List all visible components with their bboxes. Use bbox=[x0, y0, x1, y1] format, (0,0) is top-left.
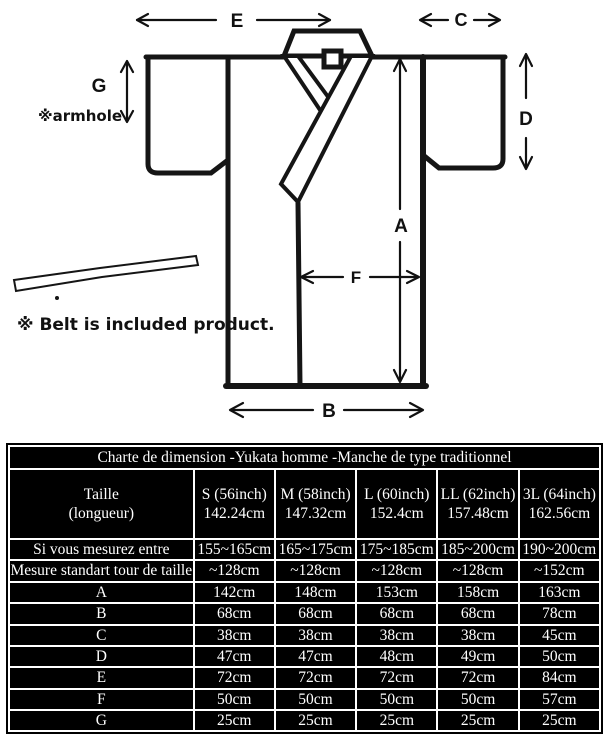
table-cell: 50cm bbox=[520, 647, 599, 666]
size-name: 3L (64inch) bbox=[522, 485, 596, 503]
table-cell: 68cm bbox=[276, 604, 355, 623]
header-taille-line1: Taille bbox=[83, 485, 119, 503]
table-cell: 48cm bbox=[357, 647, 436, 666]
table-row-F bbox=[10, 690, 599, 709]
size-name: LL (62inch) bbox=[440, 485, 516, 503]
belt-note: ※ Belt is included product. bbox=[17, 315, 275, 335]
header-taille bbox=[10, 470, 193, 538]
table-row-height-range bbox=[10, 540, 599, 559]
table-cell: 38cm bbox=[438, 626, 517, 645]
table-cell: 165~175cm bbox=[276, 540, 355, 559]
table-cell: ~128cm bbox=[438, 561, 517, 580]
table-cell: 158cm bbox=[438, 583, 517, 602]
size-length: 152.4cm bbox=[369, 505, 424, 522]
table-cell: 25cm bbox=[357, 711, 436, 730]
row-label: A bbox=[10, 583, 193, 602]
table-row-B bbox=[10, 604, 599, 623]
header-size-s bbox=[195, 470, 274, 538]
left-sleeve bbox=[148, 57, 228, 173]
header-size-l bbox=[357, 470, 436, 538]
table-cell: 148cm bbox=[276, 583, 355, 602]
table-row-E bbox=[10, 668, 599, 687]
table-row-waist bbox=[10, 561, 599, 580]
table-cell: 57cm bbox=[520, 690, 599, 709]
table-cell: 50cm bbox=[438, 690, 517, 709]
size-length: 147.32cm bbox=[284, 505, 347, 522]
table-cell: 38cm bbox=[276, 626, 355, 645]
belt-drawing bbox=[14, 256, 198, 300]
table-cell: 49cm bbox=[438, 647, 517, 666]
table-cell: 72cm bbox=[357, 668, 436, 687]
row-label: D bbox=[10, 647, 193, 666]
arrow-G bbox=[121, 61, 133, 122]
size-name: M (58inch) bbox=[280, 485, 351, 503]
table-cell: ~128cm bbox=[276, 561, 355, 580]
size-length: 157.48cm bbox=[447, 505, 509, 522]
table-cell: 153cm bbox=[357, 583, 436, 602]
label-E: E bbox=[230, 11, 244, 32]
collar bbox=[281, 31, 372, 202]
collar-right-band bbox=[281, 56, 372, 202]
collar-loop-square bbox=[324, 51, 341, 67]
table-row-C bbox=[10, 626, 599, 645]
label-D: D bbox=[519, 109, 533, 130]
table-cell: 185~200cm bbox=[438, 540, 517, 559]
table-cell: 45cm bbox=[520, 626, 599, 645]
table-cell: 50cm bbox=[276, 690, 355, 709]
table-cell: 142cm bbox=[195, 583, 274, 602]
size-length: 142.24cm bbox=[203, 505, 266, 522]
table-cell: 72cm bbox=[276, 668, 355, 687]
label-B: B bbox=[322, 401, 336, 422]
table-cell: 72cm bbox=[438, 668, 517, 687]
table-cell: 68cm bbox=[438, 604, 517, 623]
size-name: S (56inch) bbox=[201, 485, 267, 503]
table-cell: ~152cm bbox=[520, 561, 599, 580]
table-cell: 175~185cm bbox=[357, 540, 436, 559]
header-size-m bbox=[276, 470, 355, 538]
label-F: F bbox=[350, 268, 362, 287]
header-taille-line2: (longueur) bbox=[68, 505, 135, 522]
table-row-G bbox=[10, 711, 599, 730]
table-cell: ~128cm bbox=[357, 561, 436, 580]
table-cell: 68cm bbox=[357, 604, 436, 623]
right-sleeve bbox=[423, 57, 503, 168]
belt-shape bbox=[14, 256, 198, 291]
front-overlap-edge bbox=[298, 203, 300, 386]
table-header-row bbox=[10, 470, 599, 538]
row-label: E bbox=[10, 668, 193, 687]
table-cell: 38cm bbox=[357, 626, 436, 645]
table-cell: 78cm bbox=[520, 604, 599, 623]
row-label: Mesure standart tour de taille bbox=[10, 562, 193, 580]
table-cell: 25cm bbox=[276, 711, 355, 730]
table-cell: 25cm bbox=[520, 711, 599, 730]
table-cell: 25cm bbox=[438, 711, 517, 730]
size-length: 162.56cm bbox=[528, 505, 591, 522]
table-cell: 47cm bbox=[195, 647, 274, 666]
table-row-A bbox=[10, 583, 599, 602]
table-cell: 155~165cm bbox=[195, 540, 274, 559]
table-cell: 38cm bbox=[195, 626, 274, 645]
size-chart-table bbox=[6, 443, 603, 734]
table-cell: 50cm bbox=[195, 690, 274, 709]
row-label: B bbox=[10, 604, 193, 623]
row-label: Si vous mesurez entre bbox=[10, 540, 193, 559]
table-cell: 47cm bbox=[276, 647, 355, 666]
row-label: C bbox=[10, 626, 193, 645]
row-label: F bbox=[10, 690, 193, 709]
table-cell: 190~200cm bbox=[520, 540, 599, 559]
table-title: Charte de dimension -Yukata homme -Manche de type traditionnel bbox=[10, 447, 599, 468]
armhole-note: ※armhole bbox=[38, 107, 123, 125]
table-cell: 72cm bbox=[195, 668, 274, 687]
table-cell: 50cm bbox=[357, 690, 436, 709]
table-row-D bbox=[10, 647, 599, 666]
table-cell: 163cm bbox=[520, 583, 599, 602]
table-cell: 25cm bbox=[195, 711, 274, 730]
belt-dot bbox=[55, 296, 59, 300]
header-size-ll bbox=[438, 470, 517, 538]
size-chart-section bbox=[6, 443, 603, 734]
label-G: G bbox=[91, 76, 107, 97]
size-name: L (60inch) bbox=[364, 485, 430, 503]
header-size-3l bbox=[520, 470, 599, 538]
label-C: C bbox=[454, 10, 468, 30]
table-cell: 84cm bbox=[520, 668, 599, 687]
label-A: A bbox=[394, 216, 408, 237]
table-cell: ~128cm bbox=[195, 561, 274, 580]
row-label: G bbox=[10, 711, 193, 730]
table-title-row bbox=[10, 447, 599, 468]
table-cell: 68cm bbox=[195, 604, 274, 623]
